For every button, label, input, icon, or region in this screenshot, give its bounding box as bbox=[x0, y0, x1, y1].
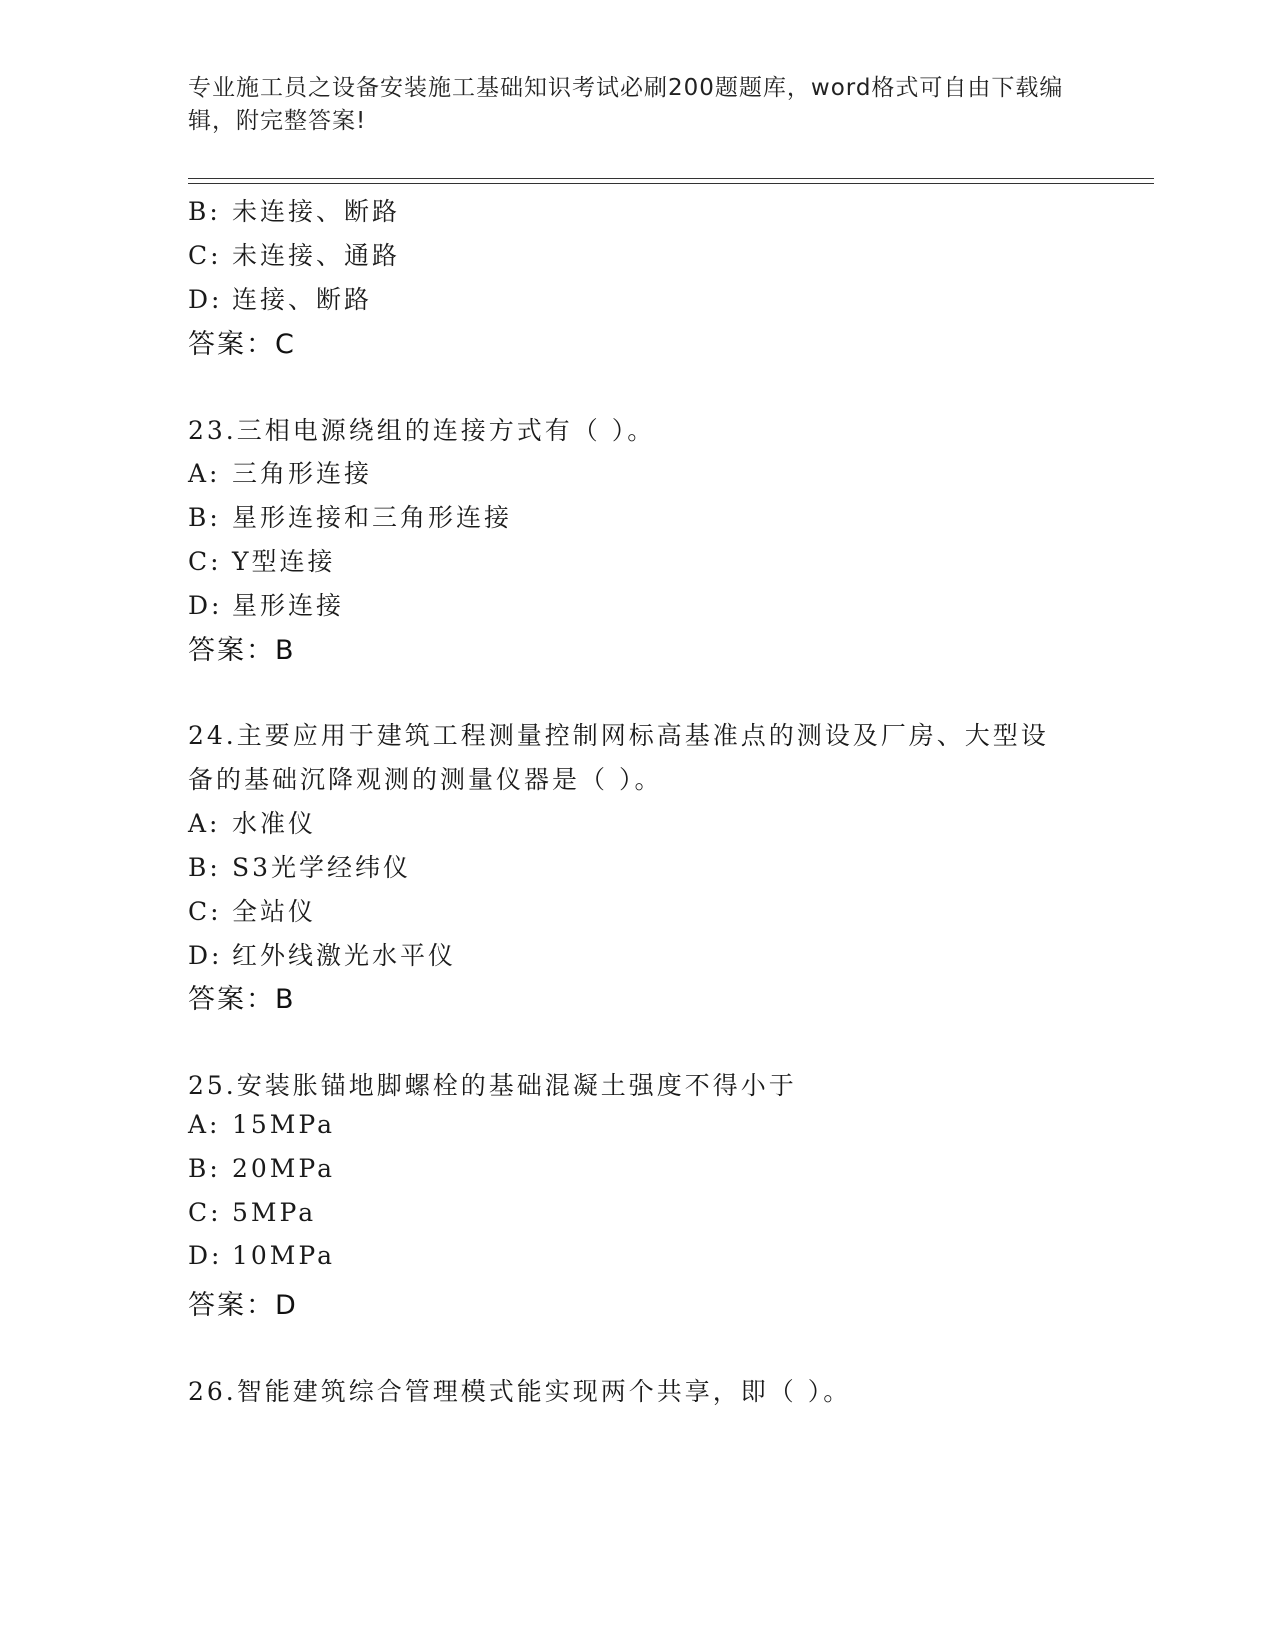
option-text: 20MPa bbox=[232, 1154, 336, 1183]
option-label: B: bbox=[188, 197, 221, 226]
option-d bbox=[188, 586, 344, 622]
option-text: 红外线激光水平仪 bbox=[232, 941, 457, 970]
option-d bbox=[188, 936, 456, 972]
question-stem: 23.三相电源绕组的连接方式有（ ）。 bbox=[188, 416, 656, 445]
question-stem: 26.智能建筑综合管理模式能实现两个共享，即（ ）。 bbox=[188, 1377, 852, 1406]
option-label: D: bbox=[188, 941, 223, 970]
option-b bbox=[188, 498, 512, 534]
option-c bbox=[188, 892, 316, 928]
option-a bbox=[188, 1110, 335, 1139]
option-label: D: bbox=[188, 591, 223, 620]
option-text: 未连接、断路 bbox=[232, 197, 401, 226]
option-c bbox=[188, 542, 336, 578]
option-label: B: bbox=[188, 503, 221, 532]
header-divider bbox=[188, 178, 1154, 179]
option-c bbox=[188, 236, 400, 272]
answer-line: 答案：B bbox=[188, 635, 296, 666]
option-a bbox=[188, 454, 372, 490]
option-b bbox=[188, 192, 400, 228]
document-title: 专业施工员之设备安装施工基础知识考试必刷200题题库，word格式可自由下载编辑，附完整答案! bbox=[188, 75, 1064, 134]
option-text: S3光学经纬仪 bbox=[232, 853, 412, 882]
option-text: 水准仪 bbox=[232, 809, 317, 838]
option-b bbox=[188, 1154, 335, 1183]
option-text: 10MPa bbox=[232, 1241, 336, 1270]
option-text: 三角形连接 bbox=[232, 459, 373, 488]
option-c bbox=[188, 1198, 316, 1227]
option-label: A: bbox=[188, 1110, 221, 1139]
question-stem: 24.主要应用于建筑工程测量控制网标高基准点的测设及厂房、大型设 bbox=[188, 721, 1049, 750]
option-text: 全站仪 bbox=[232, 897, 317, 926]
option-label: B: bbox=[188, 853, 221, 882]
option-label: A: bbox=[188, 809, 221, 838]
option-d bbox=[188, 1241, 335, 1270]
option-text: 连接、断路 bbox=[232, 285, 373, 314]
option-text: 5MPa bbox=[232, 1198, 317, 1227]
option-label: B: bbox=[188, 1154, 221, 1183]
option-label: C: bbox=[188, 241, 222, 270]
option-label: C: bbox=[188, 547, 222, 576]
option-text: 未连接、通路 bbox=[232, 241, 401, 270]
question-stem: 25.安装胀锚地脚螺栓的基础混凝土强度不得小于 bbox=[188, 1071, 797, 1100]
option-text: 星形连接 bbox=[232, 591, 345, 620]
header-divider-secondary bbox=[188, 183, 1154, 184]
option-a bbox=[188, 804, 316, 840]
answer-line: 答案：D bbox=[188, 1290, 298, 1321]
option-text: 星形连接和三角形连接 bbox=[232, 503, 513, 532]
option-label: C: bbox=[188, 897, 222, 926]
answer-line: 答案：C bbox=[188, 329, 296, 360]
question-stem-continued: 备的基础沉降观测的测量仪器是（ ）。 bbox=[188, 765, 663, 794]
option-text: 15MPa bbox=[232, 1110, 336, 1139]
option-label: C: bbox=[188, 1198, 222, 1227]
option-label: A: bbox=[188, 459, 221, 488]
answer-line: 答案：B bbox=[188, 984, 296, 1015]
option-label: D: bbox=[188, 285, 223, 314]
option-b bbox=[188, 848, 411, 884]
option-text: Y型连接 bbox=[232, 547, 336, 576]
option-d bbox=[188, 280, 372, 316]
option-label: D: bbox=[188, 1241, 223, 1270]
